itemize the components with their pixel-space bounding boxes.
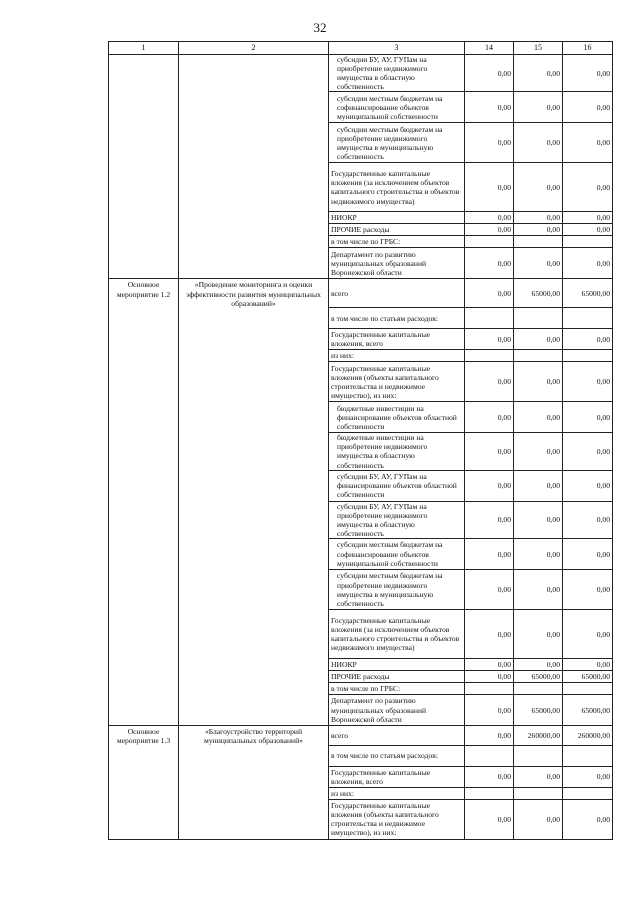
value-16: 0,00: [563, 362, 613, 402]
value-16: 0,00: [563, 402, 613, 433]
activity-code: [109, 55, 179, 92]
table-row: [109, 433, 613, 470]
value-14: 0,00: [465, 212, 514, 224]
value-14: 0,00: [465, 123, 514, 163]
value-16: 0,00: [563, 224, 613, 236]
table-row: [109, 766, 613, 787]
activity-code-cell: [109, 212, 179, 224]
value-16: [563, 787, 613, 799]
budget-table: [108, 41, 613, 840]
expense-label: всего: [329, 726, 465, 746]
activity-name-cell: [179, 329, 329, 350]
expense-label: субсидии местным бюджетам на софинансирование объектов муниципальной собственности: [329, 539, 465, 570]
table-header-row: [109, 42, 613, 55]
activity-name-cell: [179, 671, 329, 683]
table-row: [109, 329, 613, 350]
table-row: [109, 236, 613, 248]
activity-code-cell: [109, 610, 179, 659]
value-14: [465, 787, 514, 799]
activity-code-cell: [109, 570, 179, 610]
expense-label: Государственные капитальные вложения (за исключением объектов капитального строительства и объектов недвижимого имущества): [329, 610, 465, 659]
expense-label: из них:: [329, 787, 465, 799]
column-header: 3: [329, 42, 465, 55]
value-16: 65000,00: [563, 671, 613, 683]
expense-label: Государственные капитальные вложения, всего: [329, 329, 465, 350]
expense-label: НИОКР: [329, 659, 465, 671]
activity-name-cell: [179, 433, 329, 470]
activity-name-cell: [179, 683, 329, 695]
table-row: [109, 745, 613, 766]
table-row: [109, 799, 613, 839]
value-14: 0,00: [465, 224, 514, 236]
value-15: 0,00: [514, 248, 563, 279]
activity-code-cell: [109, 695, 179, 726]
table-row: [109, 123, 613, 163]
activity-name-cell: [179, 787, 329, 799]
activity-name-cell: [179, 308, 329, 329]
activity-code-cell: [109, 402, 179, 433]
value-14: 0,00: [465, 92, 514, 123]
value-16: 0,00: [563, 163, 613, 212]
activity-name-cell: [179, 123, 329, 163]
expense-label: бюджетные инвестиции на приобретение недвижимого имущества в областную собственность: [329, 433, 465, 470]
expense-label: Государственные капитальные вложения (объекты капитального строительства и недвижимое имущество), из них:: [329, 362, 465, 402]
table-row: [109, 350, 613, 362]
value-14: 0,00: [465, 433, 514, 470]
activity-code-cell: [109, 671, 179, 683]
value-14: [465, 683, 514, 695]
value-15: 65000,00: [514, 279, 563, 308]
table-row: [109, 683, 613, 695]
value-16: 0,00: [563, 659, 613, 671]
expense-label: в том числе по статьям расходов:: [329, 308, 465, 329]
value-15: 0,00: [514, 799, 563, 839]
activity-name-cell: [179, 570, 329, 610]
expense-label: субсидии БУ, АУ, ГУПам на приобретение недвижимого имущества в областную собственность: [329, 501, 465, 538]
expense-label: субсидии местным бюджетам на софинансирование объектов муниципальной собственности: [329, 92, 465, 123]
activity-name-cell: [179, 350, 329, 362]
activity-code-cell: [109, 163, 179, 212]
activity-name-cell: [179, 212, 329, 224]
value-15: [514, 308, 563, 329]
column-header: 16: [563, 42, 613, 55]
value-15: 0,00: [514, 570, 563, 610]
table-row: [109, 570, 613, 610]
activity-name-cell: [179, 539, 329, 570]
expense-label: субсидии БУ, АУ, ГУПам на финансирование объектов областной собственности: [329, 470, 465, 501]
activity-name: [179, 55, 329, 92]
activity-code-cell: [109, 236, 179, 248]
value-16: 0,00: [563, 329, 613, 350]
activity-code-cell: [109, 683, 179, 695]
activity-name-cell: [179, 610, 329, 659]
value-15: 0,00: [514, 470, 563, 501]
expense-label: бюджетные инвестиции на финансирование объектов областной собственности: [329, 402, 465, 433]
activity-name-cell: [179, 402, 329, 433]
value-15: 0,00: [514, 224, 563, 236]
activity-name-cell: [179, 659, 329, 671]
value-16: 0,00: [563, 55, 613, 92]
value-14: [465, 745, 514, 766]
value-15: 0,00: [514, 163, 563, 212]
value-15: 0,00: [514, 329, 563, 350]
value-15: 260000,00: [514, 726, 563, 746]
value-14: 0,00: [465, 501, 514, 538]
value-15: 65000,00: [514, 671, 563, 683]
value-16: 0,00: [563, 766, 613, 787]
activity-code-cell: [109, 224, 179, 236]
column-header: 2: [179, 42, 329, 55]
value-16: 0,00: [563, 433, 613, 470]
value-15: [514, 745, 563, 766]
expense-label: НИОКР: [329, 212, 465, 224]
activity-code-cell: [109, 745, 179, 766]
activity-name-cell: [179, 766, 329, 787]
value-16: 0,00: [563, 610, 613, 659]
activity-code-cell: [109, 470, 179, 501]
value-15: [514, 236, 563, 248]
value-16: 260000,00: [563, 726, 613, 746]
table-row: [109, 55, 613, 92]
table-row: [109, 402, 613, 433]
activity-code: Основное мероприятие 1.3: [109, 726, 179, 746]
activity-name-cell: [179, 470, 329, 501]
activity-code-cell: [109, 123, 179, 163]
value-15: [514, 787, 563, 799]
value-14: 0,00: [465, 539, 514, 570]
activity-name-cell: [179, 745, 329, 766]
table-row: [109, 308, 613, 329]
activity-name: «Проведение мониторинга и оценки эффективности развития муниципальных образований»: [179, 279, 329, 308]
activity-code-cell: [109, 92, 179, 123]
column-header: 1: [109, 42, 179, 55]
activity-name-cell: [179, 501, 329, 538]
table-row: [109, 248, 613, 279]
value-15: 0,00: [514, 501, 563, 538]
value-16: [563, 350, 613, 362]
table-row: [109, 362, 613, 402]
activity-code-cell: [109, 433, 179, 470]
table-row: [109, 279, 613, 308]
value-15: 0,00: [514, 123, 563, 163]
table-row: [109, 470, 613, 501]
value-14: 0,00: [465, 659, 514, 671]
activity-code-cell: [109, 539, 179, 570]
table-row: [109, 224, 613, 236]
expense-label: субсидии местным бюджетам на приобретение недвижимого имущества в муниципальную собственность: [329, 123, 465, 163]
activity-code-cell: [109, 308, 179, 329]
activity-name-cell: [179, 248, 329, 279]
page-number: 32: [313, 20, 327, 35]
value-16: [563, 745, 613, 766]
value-14: 0,00: [465, 402, 514, 433]
value-14: 0,00: [465, 726, 514, 746]
value-14: [465, 236, 514, 248]
value-14: 0,00: [465, 163, 514, 212]
value-16: 0,00: [563, 799, 613, 839]
value-16: [563, 683, 613, 695]
activity-name-cell: [179, 163, 329, 212]
value-16: 0,00: [563, 212, 613, 224]
value-16: 0,00: [563, 570, 613, 610]
value-16: 0,00: [563, 92, 613, 123]
table-row: [109, 659, 613, 671]
expense-label: Государственные капитальные вложения (за исключением объектов капитального строительства и объектов недвижимого имущества): [329, 163, 465, 212]
activity-name-cell: [179, 362, 329, 402]
value-16: 0,00: [563, 123, 613, 163]
expense-label: ПРОЧИЕ расходы: [329, 671, 465, 683]
expense-label: Департамент по развитию муниципальных образований Воронежской области: [329, 695, 465, 726]
value-16: 65000,00: [563, 695, 613, 726]
expense-label: ПРОЧИЕ расходы: [329, 224, 465, 236]
value-16: 0,00: [563, 248, 613, 279]
expense-label: в том числе по ГРБС:: [329, 683, 465, 695]
table-row: [109, 539, 613, 570]
value-14: 0,00: [465, 695, 514, 726]
value-14: 0,00: [465, 362, 514, 402]
activity-code-cell: [109, 248, 179, 279]
activity-code-cell: [109, 787, 179, 799]
value-15: 65000,00: [514, 695, 563, 726]
table-row: [109, 726, 613, 746]
value-14: 0,00: [465, 799, 514, 839]
value-14: 0,00: [465, 279, 514, 308]
value-15: 0,00: [514, 766, 563, 787]
value-15: 0,00: [514, 92, 563, 123]
table-row: [109, 695, 613, 726]
expense-label: Государственные капитальные вложения (объекты капитального строительства и недвижимое имущество), из них:: [329, 799, 465, 839]
value-14: 0,00: [465, 610, 514, 659]
table-row: [109, 92, 613, 123]
value-15: 0,00: [514, 539, 563, 570]
activity-code-cell: [109, 501, 179, 538]
value-14: [465, 308, 514, 329]
table-row: [109, 501, 613, 538]
value-15: 0,00: [514, 212, 563, 224]
activity-code-cell: [109, 659, 179, 671]
value-14: [465, 350, 514, 362]
activity-name-cell: [179, 799, 329, 839]
value-16: 0,00: [563, 501, 613, 538]
value-16: [563, 308, 613, 329]
expense-label: в том числе по ГРБС:: [329, 236, 465, 248]
expense-label: в том числе по статьям расходов:: [329, 745, 465, 766]
value-15: 0,00: [514, 659, 563, 671]
value-15: 0,00: [514, 433, 563, 470]
activity-code-cell: [109, 766, 179, 787]
table-row: [109, 787, 613, 799]
value-14: 0,00: [465, 55, 514, 92]
expense-label: Государственные капитальные вложения, всего: [329, 766, 465, 787]
activity-code-cell: [109, 362, 179, 402]
expense-label: субсидии местным бюджетам на приобретение недвижимого имущества в муниципальную собственность: [329, 570, 465, 610]
value-15: [514, 350, 563, 362]
activity-name-cell: [179, 92, 329, 123]
activity-name-cell: [179, 695, 329, 726]
value-14: 0,00: [465, 766, 514, 787]
activity-code: Основное мероприятие 1.2: [109, 279, 179, 308]
expense-label: субсидии БУ, АУ, ГУПам на приобретение недвижимого имущества в областную собственность: [329, 55, 465, 92]
table-row: [109, 610, 613, 659]
value-14: 0,00: [465, 671, 514, 683]
value-15: 0,00: [514, 55, 563, 92]
value-14: 0,00: [465, 248, 514, 279]
table-row: [109, 212, 613, 224]
value-16: 0,00: [563, 539, 613, 570]
activity-name-cell: [179, 224, 329, 236]
expense-label: Департамент по развитию муниципальных образований Воронежской области: [329, 248, 465, 279]
activity-code-cell: [109, 799, 179, 839]
table-row: [109, 671, 613, 683]
value-14: 0,00: [465, 329, 514, 350]
activity-code-cell: [109, 329, 179, 350]
value-15: 0,00: [514, 402, 563, 433]
value-16: 65000,00: [563, 279, 613, 308]
expense-label: из них:: [329, 350, 465, 362]
activity-name-cell: [179, 236, 329, 248]
column-header: 14: [465, 42, 514, 55]
value-15: 0,00: [514, 362, 563, 402]
value-15: 0,00: [514, 610, 563, 659]
table-row: [109, 163, 613, 212]
value-14: 0,00: [465, 570, 514, 610]
activity-code-cell: [109, 350, 179, 362]
value-14: 0,00: [465, 470, 514, 501]
expense-label: всего: [329, 279, 465, 308]
value-15: [514, 683, 563, 695]
value-16: 0,00: [563, 470, 613, 501]
activity-name: «Благоустройство территорий муниципальных образований»: [179, 726, 329, 746]
column-header: 15: [514, 42, 563, 55]
value-16: [563, 236, 613, 248]
